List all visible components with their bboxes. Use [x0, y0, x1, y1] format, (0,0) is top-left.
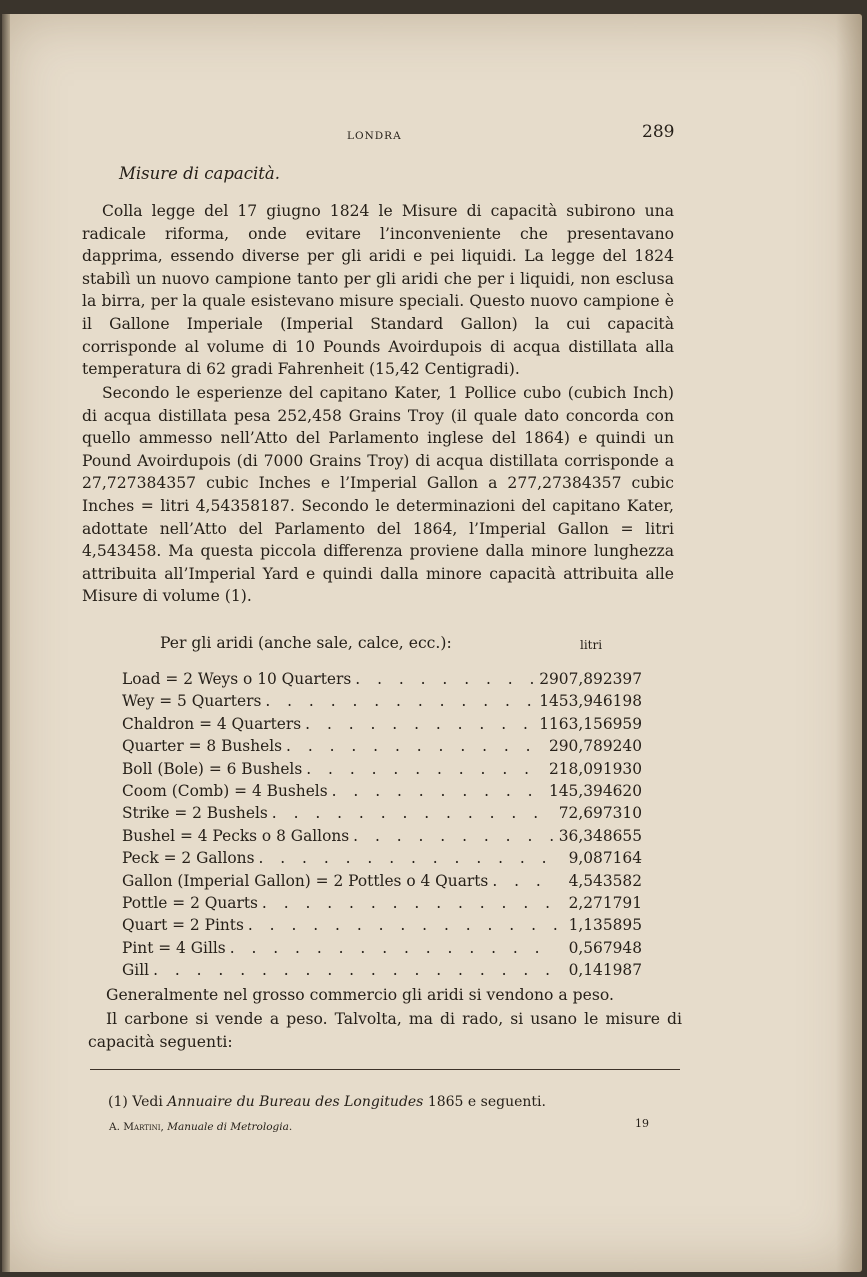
- measure-name: Gill: [122, 961, 150, 980]
- table-intro: Per gli aridi (anche sale, calce, ecc.):: [160, 634, 452, 652]
- measure-value: 218,091930: [548, 759, 642, 778]
- measure-name: Strike = 2 Bushels: [122, 804, 268, 823]
- printer-signature: [109, 1121, 292, 1133]
- table-unit-header: litri: [580, 638, 603, 652]
- leader-dots: [153, 959, 558, 981]
- table-row: [122, 825, 642, 847]
- leader-dots: [332, 780, 545, 802]
- leader-dots: [262, 892, 558, 914]
- footnote-marker: (1) Vedi: [108, 1094, 163, 1110]
- page-edge-shadow: [836, 14, 862, 1272]
- measure-name: Boll (Bole) = 6 Bushels: [122, 759, 303, 778]
- leader-dots: [353, 825, 555, 847]
- measure-name: Wey = 5 Quarters: [122, 692, 262, 711]
- table-row: [122, 713, 642, 735]
- measure-name: Peck = 2 Gallons: [122, 849, 255, 868]
- leader-dots: [230, 937, 558, 959]
- page-number: 289: [642, 122, 675, 142]
- footnote-rest: 1865 e seguenti.: [427, 1094, 546, 1110]
- leader-dots: [492, 870, 558, 892]
- table-row: [122, 668, 642, 690]
- signature-title: Manuale di Metrologia.: [167, 1121, 293, 1133]
- table-row: [122, 937, 642, 959]
- leader-dots: [272, 802, 555, 824]
- leader-dots: [286, 735, 545, 757]
- section-title: Misure di capacità.: [119, 164, 280, 183]
- page-spine-shadow: [2, 14, 10, 1272]
- table-row: [122, 847, 642, 869]
- measure-name: Quarter = 8 Bushels: [122, 737, 283, 756]
- paragraph-grosso-commercio: Generalmente nel grosso commercio gli aridi si vendono a peso.: [106, 986, 614, 1004]
- table-row: [122, 735, 642, 757]
- paragraph-carbone: Il carbone si vende a peso. Talvolta, ma di rado, si usano le misure di capacità seguenti:: [88, 1010, 682, 1051]
- book-page: [2, 14, 862, 1272]
- paragraph-kater: Secondo le esperienze del capitano Kater, 1 Pollice cubo (cubich Inch) di acqua distillata pesa 252,458 Grains Troy (il quale dato concorda con quello ammesso nell’Atto del Parlamento inglese del 1864) e quindi un Pound Avoirdupois (di 7000 Grains Troy) di acqua distillata corrisponde a 27,727384357 cubic Inches e l’Imperial Gallon a 277,27384357 cubic Inches = litri 4,54358187. Secondo le determinazioni del capitano Kater, adottate nell’Atto del Parlamento del 1864, l’Imperial Gallon = litri 4,543458. Ma questa piccola differenza proviene dalla minore lunghezza attribuita all’Imperial Yard e quindi dalla minore capacità attribuita alle Misure di volume (1).: [82, 384, 674, 606]
- measure-value: 2,271791: [568, 894, 642, 913]
- measure-name: Pottle = 2 Quarts: [122, 894, 258, 913]
- table-row: [122, 758, 642, 780]
- measure-name: Bushel = 4 Pecks o 8 Gallons: [122, 826, 350, 845]
- measure-value: 36,348655: [558, 826, 642, 845]
- measure-value: 9,087164: [568, 849, 642, 868]
- leader-dots: [305, 713, 535, 735]
- measure-name: Pint = 4 Gills: [122, 938, 226, 957]
- measure-value: 0,141987: [568, 961, 642, 980]
- leader-dots: [355, 668, 535, 690]
- leader-dots: [258, 847, 558, 869]
- measure-name: Load = 2 Weys o 10 Quarters: [122, 670, 352, 688]
- measure-value: 1453,946198: [539, 692, 642, 711]
- running-head: LONDRA: [347, 130, 402, 142]
- table-row: [122, 802, 642, 824]
- measure-value: 72,697310: [558, 804, 642, 823]
- measure-name: Coom (Comb) = 4 Bushels: [122, 782, 328, 801]
- measure-value: 1,135895: [568, 916, 642, 935]
- leader-dots: [248, 914, 558, 936]
- measure-value: 0,567948: [568, 938, 642, 957]
- table-row: [122, 780, 642, 802]
- measure-name: Gallon (Imperial Gallon) = 2 Pottles o 4 Quarts: [122, 871, 489, 890]
- leader-dots: [265, 690, 535, 712]
- measure-value: 145,394620: [548, 782, 642, 801]
- signature-author: A. Martini,: [109, 1121, 164, 1133]
- table-row: [122, 690, 642, 712]
- table-row: [122, 959, 642, 981]
- measures-table: [122, 668, 642, 982]
- measure-name: Chaldron = 4 Quarters: [122, 714, 302, 733]
- table-row: [122, 914, 642, 936]
- measure-value: 4,543582: [568, 871, 642, 890]
- signature-mark: 19: [635, 1117, 649, 1130]
- leader-dots: [306, 758, 545, 780]
- paragraph-intro: Colla legge del 17 giugno 1824 le Misure di capacità subirono una radicale riforma, onde evitare l’inconveniente che presentavano dapprima, essendo diverse per gli aridi e pei liquidi. La legge del 1824 stabilì un nuovo campione tanto per gli aridi che per i liquidi, non esclusa la birra, per la quale esistevano misure speciali. Questo nuovo campione è il Gallone Imperiale (Imperial Standard Gallon) la cui capacità corrisponde al volume di 10 Pounds Avoirdupois di acqua distillata alla temperatura di 62 gradi Fahrenheit (15,42 Centigradi).: [82, 202, 674, 379]
- footnote-rule: [90, 1069, 680, 1070]
- table-row: [122, 870, 642, 892]
- footnote-title: Annuaire du Bureau des Longitudes: [167, 1094, 424, 1110]
- measure-value: 2907,892397: [539, 670, 642, 688]
- measure-value: 1163,156959: [539, 714, 642, 733]
- measure-name: Quart = 2 Pints: [122, 916, 244, 935]
- footnote: [108, 1094, 546, 1110]
- measure-value: 290,789240: [548, 737, 642, 756]
- table-row: [122, 892, 642, 914]
